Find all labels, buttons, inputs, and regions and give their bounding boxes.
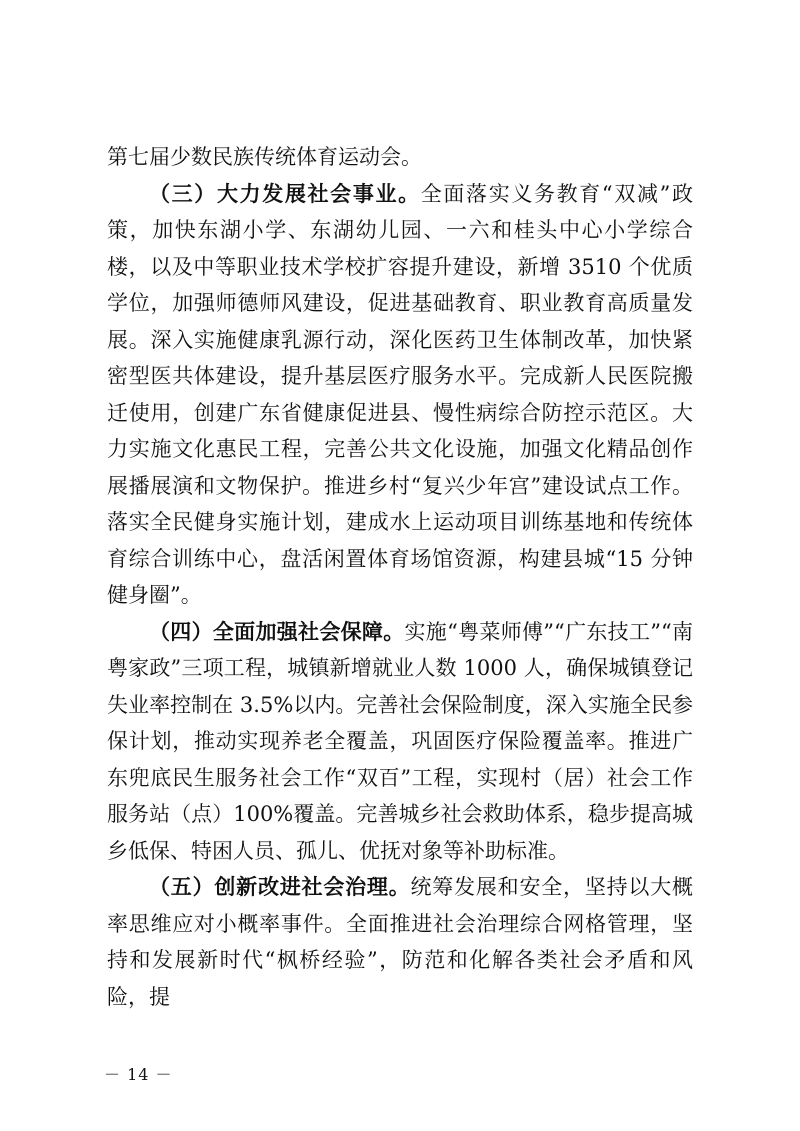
section-paragraph-social-governance bbox=[107, 869, 693, 1015]
page-number: － 14 － bbox=[104, 1065, 173, 1084]
section-body: 全面落实义务教育“双减”政策，加快东湖小学、东湖幼儿园、一六和桂头中心小学综合楼，以及中等职业技术学校扩容提升建设，新增 3510 个优质学位，加强师德师风建设，促进基础教育、职业教育高质量发展。深入实施健康乳源行动，深化医药卫生体制改革，加快紧密型医共体建设，提升基层医疗服务水平。完成新人民医院搬迁使用，创建广东省健康促进县、慢性病综合防控示范区。大力实施文化惠民工程，完善公共文化设施，加强文化精品创作展播展演和文物保护。推进乡村“复兴少年宫”建设试点工作。落实全民健身实施计划，建成水上运动项目训练基地和传统体育综合训练中心，盘活闲置体育场馆资源，构建县城“15 分钟健身圈”。 bbox=[107, 181, 693, 607]
body-text bbox=[107, 139, 693, 1015]
continuation-paragraph bbox=[107, 139, 693, 176]
section-heading: （五）创新改进社会治理。 bbox=[149, 874, 411, 899]
section-heading: （三）大力发展社会事业。 bbox=[149, 180, 421, 206]
section-body: 实施“粤菜师傅”“广东技工”“南粤家政”三项工程，城镇新增就业人数 1000 人，确保城镇登记失业率控制在 3.5%以内。完善社会保险制度，深入实施全民参保计划，推动实现养老全覆盖，巩固医疗保险覆盖率。推进广东兜底民生服务社会工作“双百”工程，实现村（居）社会工作服务站（点）100%覆盖。完善城乡社会救助体系，稳步提高城乡低保、特困人员、孤儿、优抚对象等补助标准。 bbox=[107, 619, 693, 863]
section-heading: （四）全面加强社会保障。 bbox=[149, 618, 405, 644]
continuation-text: 第七届少数民族传统体育运动会。 bbox=[107, 145, 422, 169]
section-paragraph-social-security bbox=[107, 614, 693, 870]
section-body: 统筹发展和安全，坚持以大概率思维应对小概率事件。全面推进社会治理综合网格管理，坚持和发展新时代“枫桥经验”，防范和化解各类社会矛盾和风险，提 bbox=[107, 875, 693, 1009]
section-paragraph-social-undertakings bbox=[107, 176, 693, 614]
